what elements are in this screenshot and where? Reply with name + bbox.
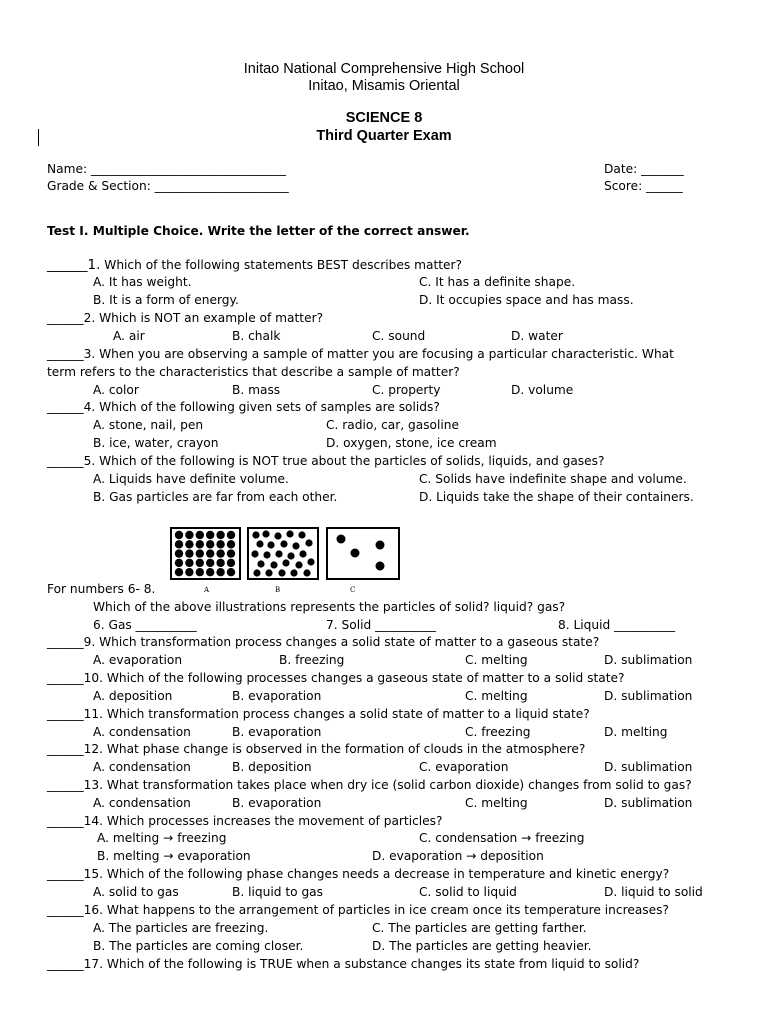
question-16-stem: ______16. What happens to the arrangement of particles in ice cream once its temperature increases? [47,903,669,917]
q13-option-d: D. sublimation [604,796,693,810]
question-3-stem-cont: term refers to the characteristics that describe a sample of matter? [47,365,460,379]
q4-option-c: C. radio, car, gasoline [326,418,459,432]
solid-particle [196,531,204,539]
solid-particle [175,549,183,557]
question-6-8-stem: Which of the above illustrations represents the particles of solid? liquid? gas? [93,600,566,614]
solid-particle [185,540,193,548]
q5-option-c: C. Solids have indefinite shape and volume. [419,472,687,486]
question-5-stem: ______5. Which of the following is NOT true about the particles of solids, liquids, and gases? [47,454,605,468]
name-field[interactable]: Name: ________________________________ [47,162,286,176]
q9-option-d: D. sublimation [604,653,693,667]
q12-option-c: C. evaporation [419,760,509,774]
text-cursor [38,129,39,146]
solid-particle [206,568,214,576]
q1-option-a: A. It has weight. [93,275,192,289]
score-field[interactable]: Score: ______ [604,179,683,193]
solid-particle [175,531,183,539]
school-address: Initao, Misamis Oriental [308,78,460,94]
q2-option-b: B. chalk [232,329,281,343]
solid-particle [206,531,214,539]
solid-particle [227,549,235,557]
q2-option-d: D. water [511,329,563,343]
q3-option-d: D. volume [511,383,574,397]
q11-option-a: A. condensation [93,725,191,739]
solid-particle [175,568,183,576]
q3-option-a: A. color [93,383,139,397]
question-13-stem: ______13. What transformation takes place when dry ice (solid carbon dioxide) changes from solid to gas? [47,778,692,792]
solid-particle [216,540,224,548]
q5-option-b: B. Gas particles are far from each other. [93,490,338,504]
item-6-gas[interactable]: 6. Gas __________ [93,618,197,632]
q3-option-c: C. property [372,383,441,397]
solid-particle [196,568,204,576]
q9-option-a: A. evaporation [93,653,183,667]
item-8-liquid[interactable]: 8. Liquid __________ [558,618,676,632]
solid-particle [227,568,235,576]
q13-option-a: A. condensation [93,796,191,810]
question-11-stem: ______11. Which transformation process changes a solid state of matter to a liquid state? [47,707,590,721]
question-3-stem: ______3. When you are observing a sample of matter you are focusing a particular characteristic. What [47,347,674,361]
solid-particle [206,559,214,567]
q10-option-d: D. sublimation [604,689,693,703]
test-title: Test I. Multiple Choice. Write the letter of the correct answer. [47,224,470,238]
grade-section-field[interactable]: Grade & Section: ______________________ [47,179,289,193]
school-name: Initao National Comprehensive High School [243,61,525,77]
date-field[interactable]: Date: _______ [604,162,684,176]
answer-blank[interactable]: ______1. [47,257,101,273]
solid-particle [196,559,204,567]
q14-option-b: B. melting → evaporation [97,849,251,863]
question-9-stem: ______9. Which transformation process changes a solid state of matter to a gaseous state? [47,635,600,649]
question-2-stem: ______2. Which is NOT an example of matter? [47,311,324,325]
q2-option-a: A. air [113,329,145,343]
q15-option-a: A. solid to gas [93,885,179,899]
q14-option-d: D. evaporation → deposition [372,849,544,863]
solid-particle [216,531,224,539]
q3-option-b: B. mass [232,383,281,397]
solid-particle [216,559,224,567]
q15-option-c: C. solid to liquid [419,885,517,899]
q9-option-b: B. freezing [279,653,345,667]
q16-option-a: A. The particles are freezing. [93,921,269,935]
question-1-stem: ______1. Which of the following statements BEST describes matter? [47,257,462,273]
q11-option-c: C. freezing [465,725,531,739]
q4-option-d: D. oxygen, stone, ice cream [326,436,497,450]
solid-particle [185,549,193,557]
q4-option-a: A. stone, nail, pen [93,418,204,432]
q12-option-d: D. sublimation [604,760,693,774]
q16-option-d: D. The particles are getting heavier. [372,939,592,953]
q10-option-c: C. melting [465,689,528,703]
solid-particle [206,549,214,557]
q9-option-c: C. melting [465,653,528,667]
q12-option-a: A. condensation [93,760,191,774]
solid-particle [206,540,214,548]
q1-option-b: B. It is a form of energy. [93,293,239,307]
q15-option-d: D. liquid to solid [604,885,703,899]
caption-b: B [275,586,281,594]
question-10-stem: ______10. Which of the following processes changes a gaseous state of matter to a solid state? [47,671,625,685]
q13-option-c: C. melting [465,796,528,810]
q15-option-b: B. liquid to gas [232,885,324,899]
q14-option-a: A. melting → freezing [97,831,227,845]
caption-c: C [350,586,356,594]
q4-option-b: B. ice, water, crayon [93,436,219,450]
solid-particle [227,531,235,539]
solid-particle [175,540,183,548]
caption-a: A [204,586,210,594]
solid-particle [185,559,193,567]
question-14-stem: ______14. Which processes increases the movement of particles? [47,814,443,828]
q5-option-a: A. Liquids have definite volume. [93,472,289,486]
solid-particle [227,559,235,567]
question-12-stem: ______12. What phase change is observed in the formation of clouds in the atmosphere? [47,742,586,756]
particle-illustration [170,527,402,594]
solid-particle [185,531,193,539]
q1-option-c: C. It has a definite shape. [419,275,576,289]
q10-option-b: B. evaporation [232,689,322,703]
q11-option-b: B. evaporation [232,725,322,739]
question-15-stem: ______15. Which of the following phase changes needs a decrease in temperature and kinetic energy? [47,867,670,881]
particle-diagram [170,527,402,581]
q14-option-c: C. condensation → freezing [419,831,585,845]
q16-option-c: C. The particles are getting farther. [372,921,587,935]
q1-option-d: D. It occupies space and has mass. [419,293,634,307]
solid-particle [216,549,224,557]
solid-particle [175,559,183,567]
q5-option-d: D. Liquids take the shape of their containers. [419,490,694,504]
subject-title: SCIENCE 8 [345,110,423,126]
q16-option-b: B. The particles are coming closer. [93,939,304,953]
question-17-stem: ______17. Which of the following is TRUE when a substance changes its state from liquid to solid? [47,957,640,971]
q11-option-d: D. melting [604,725,668,739]
item-7-solid[interactable]: 7. Solid __________ [326,618,437,632]
q12-option-b: B. deposition [232,760,312,774]
q10-option-a: A. deposition [93,689,173,703]
solid-particle [227,540,235,548]
exam-title: Third Quarter Exam [316,128,452,144]
box-c-gas [327,528,399,579]
q13-option-b: B. evaporation [232,796,322,810]
q2-option-c: C. sound [372,329,426,343]
question-4-stem: ______4. Which of the following given sets of samples are solids? [47,400,440,414]
solid-particle [196,549,204,557]
numbers-6-8-intro: For numbers 6- 8. [47,582,156,596]
solid-particle [216,568,224,576]
solid-particle [185,568,193,576]
solid-particle [196,540,204,548]
